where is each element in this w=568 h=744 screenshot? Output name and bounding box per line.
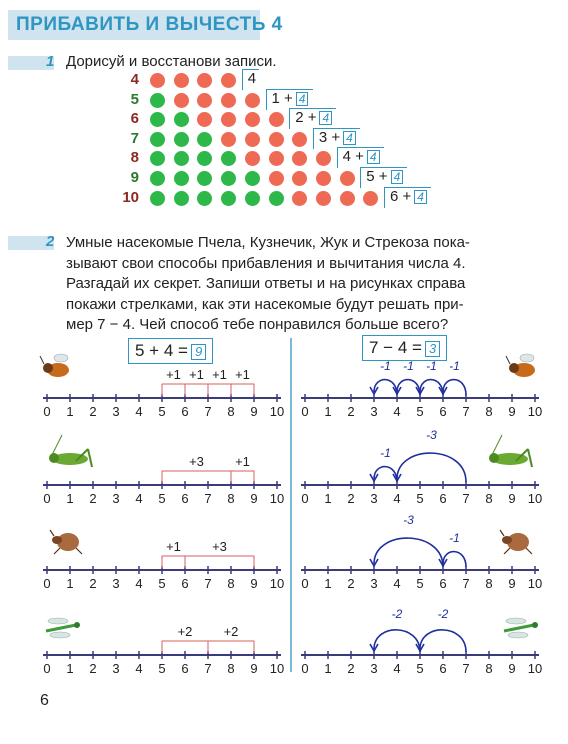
tick-label: 0 <box>43 661 51 676</box>
tick-label: 6 <box>181 404 189 419</box>
tick-label: 10 <box>527 576 543 591</box>
tick-label: 6 <box>439 404 447 419</box>
tick-label: 5 <box>158 404 166 419</box>
jump-label: +1 <box>212 367 227 382</box>
tick-label: 9 <box>508 576 516 591</box>
grasshopper-icon <box>49 435 92 467</box>
jump-arc <box>162 471 231 483</box>
tick-label: 7 <box>462 404 470 419</box>
tick-label: 1 <box>66 661 74 676</box>
jump-arc <box>374 538 443 567</box>
answer-box[interactable]: 4 <box>391 170 404 184</box>
jump-arc <box>374 630 420 652</box>
tick-label: 6 <box>439 661 447 676</box>
tick-label: 3 <box>112 404 120 419</box>
row-expression: 5 + 4 <box>366 168 403 185</box>
row-label: 7 <box>130 129 139 147</box>
jump-arc <box>162 384 185 396</box>
tick-label: 10 <box>527 404 543 419</box>
row-label: 4 <box>130 71 139 88</box>
task2-line: покажи стрелками, как эти насекомые будут решать при- <box>66 295 464 313</box>
tick-label: 2 <box>89 576 97 591</box>
tick-label: 3 <box>112 661 120 676</box>
tick-label: 10 <box>527 661 543 676</box>
tick-label: 6 <box>181 491 189 506</box>
tick-label: 7 <box>462 576 470 591</box>
jump-label: -3 <box>426 428 437 442</box>
dragonfly-icon <box>504 618 538 638</box>
tick-label: 1 <box>324 404 332 419</box>
tick-label: 9 <box>508 661 516 676</box>
jump-label: -1 <box>380 359 391 373</box>
tick-label: 7 <box>204 491 212 506</box>
jump-arc <box>231 384 254 396</box>
row-label: 10 <box>122 188 139 206</box>
tick-label: 2 <box>347 404 355 419</box>
tick-label: 0 <box>43 404 51 419</box>
tick-label: 10 <box>269 576 285 591</box>
jump-label: -2 <box>437 607 449 621</box>
jump-arc <box>397 453 466 482</box>
jump-arc <box>208 384 231 396</box>
tick-label: 9 <box>508 404 516 419</box>
addition-answer-box[interactable]: 9 <box>191 344 206 360</box>
answer-box[interactable]: 4 <box>343 131 356 145</box>
tick-label: 0 <box>43 576 51 591</box>
jump-label: +1 <box>235 454 250 469</box>
grasshopper-icon <box>489 435 532 467</box>
answer-box[interactable]: 4 <box>414 190 427 204</box>
jump-label: +2 <box>223 624 239 639</box>
tick-label: 3 <box>112 576 120 591</box>
tick-label: 6 <box>439 491 447 506</box>
tick-label: 5 <box>158 576 166 591</box>
bee-icon <box>506 354 535 377</box>
tick-label: 2 <box>347 491 355 506</box>
tick-label: 8 <box>485 404 493 419</box>
tick-label: 5 <box>158 491 166 506</box>
jump-arc <box>185 556 254 568</box>
jump-arc <box>185 384 208 396</box>
tick-label: 4 <box>393 491 401 506</box>
tick-label: 8 <box>485 491 493 506</box>
row-label: 6 <box>130 110 139 128</box>
tick-label: 9 <box>250 576 258 591</box>
jump-arc <box>420 630 466 652</box>
jump-label: +1 <box>166 539 181 554</box>
row-label: 9 <box>130 169 139 186</box>
tick-label: 5 <box>416 491 424 506</box>
tick-label: 2 <box>347 576 355 591</box>
tick-label: 6 <box>181 576 189 591</box>
task2-number: 2 <box>46 233 55 250</box>
jump-label: +1 <box>189 367 204 382</box>
row-expression: 4 <box>247 70 257 87</box>
tick-label: 9 <box>250 661 258 676</box>
tick-label: 7 <box>204 661 212 676</box>
tick-label: 6 <box>439 576 447 591</box>
tick-label: 7 <box>462 661 470 676</box>
jump-label: -1 <box>449 359 460 373</box>
row-label: 5 <box>130 90 139 108</box>
tick-label: 1 <box>324 661 332 676</box>
tick-label: 8 <box>485 576 493 591</box>
beetle-icon <box>50 530 82 554</box>
tick-label: 0 <box>301 661 309 676</box>
tick-label: 3 <box>370 661 378 676</box>
tick-label: 8 <box>485 661 493 676</box>
tick-label: 3 <box>370 404 378 419</box>
tick-label: 5 <box>416 661 424 676</box>
tick-label: 4 <box>393 661 401 676</box>
tick-label: 4 <box>393 404 401 419</box>
tick-label: 5 <box>416 576 424 591</box>
tick-label: 1 <box>324 491 332 506</box>
task2-line: мер 7 − 4. Чей способ тебе понравился больше всего? <box>66 316 449 333</box>
tick-label: 8 <box>227 491 235 506</box>
tick-label: 2 <box>347 661 355 676</box>
jump-arc <box>162 556 185 568</box>
jump-arc <box>231 471 254 483</box>
task1-instruction: Дорисуй и восстанови записи. <box>66 53 277 70</box>
tick-label: 5 <box>416 404 424 419</box>
tick-label: 4 <box>135 661 143 676</box>
tick-label: 10 <box>269 404 285 419</box>
task2-line: Умные насекомые Пчела, Кузнечик, Жук и Стрекоза пока- <box>66 234 470 251</box>
tick-label: 3 <box>112 491 120 506</box>
tick-label: 2 <box>89 404 97 419</box>
tick-label: 7 <box>462 491 470 506</box>
task2-line: Разгадай их секрет. Запиши ответы и на рисунках справа <box>66 275 466 292</box>
tick-label: 9 <box>250 404 258 419</box>
row-expression: 6 + 4 <box>390 188 427 205</box>
tick-label: 0 <box>301 404 309 419</box>
tick-label: 1 <box>66 404 74 419</box>
jump-label: -1 <box>380 446 391 460</box>
tick-label: 3 <box>370 491 378 506</box>
row-label: 8 <box>130 149 139 167</box>
jump-label: +3 <box>212 539 227 554</box>
jump-label: -2 <box>391 607 403 621</box>
jump-label: -1 <box>449 531 460 545</box>
tick-label: 10 <box>269 491 285 506</box>
tick-label: 0 <box>301 491 309 506</box>
answer-box[interactable]: 4 <box>296 92 309 106</box>
tick-label: 1 <box>66 491 74 506</box>
beetle-icon <box>500 530 532 554</box>
task2-line: зывают свои способы прибавления и вычитания числа 4. <box>66 254 466 272</box>
subtraction-expression: 7 − 4 = <box>369 338 422 357</box>
row-expression: 3 + 4 <box>319 129 356 146</box>
tick-label: 4 <box>135 491 143 506</box>
tick-label: 9 <box>250 491 258 506</box>
jump-label: +3 <box>189 454 204 469</box>
tick-label: 4 <box>135 576 143 591</box>
jump-label: +2 <box>177 624 193 639</box>
tick-label: 8 <box>227 404 235 419</box>
tick-label: 7 <box>204 404 212 419</box>
answer-box[interactable]: 4 <box>367 150 380 164</box>
task1-number: 1 <box>46 53 55 70</box>
tick-label: 0 <box>43 491 51 506</box>
tick-label: 4 <box>135 404 143 419</box>
tick-label: 5 <box>158 661 166 676</box>
row-expression: 4 + 4 <box>343 148 380 165</box>
tick-label: 0 <box>301 576 309 591</box>
page-title: ПРИБАВИТЬ И ВЫЧЕСТЬ 4 <box>16 14 283 35</box>
jump-label: +1 <box>166 367 181 382</box>
tick-label: 3 <box>370 576 378 591</box>
tick-label: 10 <box>527 491 543 506</box>
tick-label: 2 <box>89 661 97 676</box>
jump-label: -3 <box>403 513 414 527</box>
tick-label: 8 <box>227 661 235 676</box>
subtraction-answer-box[interactable]: 3 <box>425 341 440 357</box>
jump-label: -1 <box>403 359 414 373</box>
tick-label: 7 <box>204 576 212 591</box>
tick-label: 10 <box>269 661 285 676</box>
tick-label: 2 <box>89 491 97 506</box>
addition-expression: 5 + 4 = <box>135 341 188 360</box>
tick-label: 9 <box>508 491 516 506</box>
bee-icon <box>40 354 69 377</box>
row-expression: 2 + 4 <box>295 109 332 126</box>
row-expression: 1 + 4 <box>272 90 309 107</box>
dragonfly-icon <box>46 618 80 638</box>
page-number: 6 <box>40 692 49 709</box>
tick-label: 6 <box>181 661 189 676</box>
tick-label: 4 <box>393 576 401 591</box>
tick-label: 1 <box>66 576 74 591</box>
jump-label: +1 <box>235 367 250 382</box>
tick-label: 1 <box>324 576 332 591</box>
tick-label: 8 <box>227 576 235 591</box>
answer-box[interactable]: 4 <box>319 111 332 125</box>
jump-label: -1 <box>426 359 437 373</box>
